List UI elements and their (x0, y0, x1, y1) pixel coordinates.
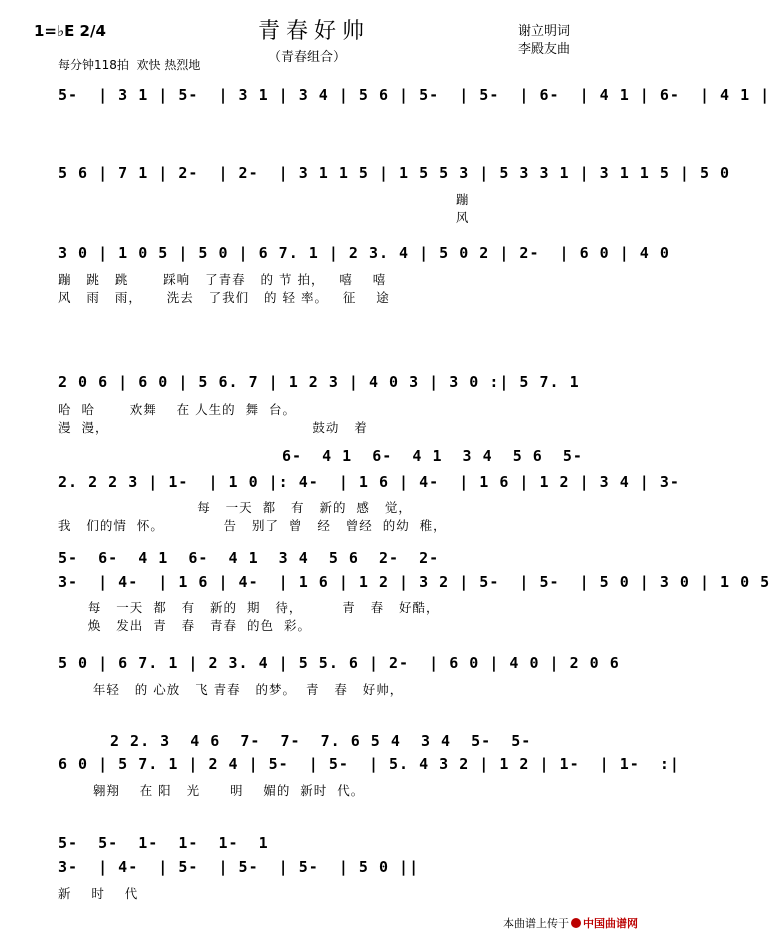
lyric-line-2b: 风 (58, 210, 470, 225)
score-line-2: 5 6 | 7 1 | 2- | 2- | 3 1 1 5 | 1 5 5 3 | 5 3 3 1 | 3 1 1 5 | 5 0 (58, 164, 731, 182)
footer-site-link[interactable]: 中国曲谱网 (583, 917, 638, 930)
footer-text: 本曲谱上传于 (503, 917, 569, 930)
composer-credit: 李殿友曲 (518, 42, 571, 57)
lyric-line-3a: 蹦 跳 跳 踩响 了青春 的 节 拍， 嘻 嘻 (58, 272, 387, 287)
lyric-line-8a: 翱翔 在 阳 光 明 媚的 新时 代。 (58, 783, 365, 798)
score-line-4: 2 0 6 | 6 0 | 5 6. 7 | 1 2 3 | 4 0 3 | 3 0 :| 5 7. 1 (58, 373, 580, 391)
lyric-line-6a: 每 一天 都 有 新的 期 待， 青 春 好酷， (58, 600, 440, 615)
score-line-9: 3- | 4- | 5- | 5- | 5- | 5 0 || (58, 858, 420, 876)
score-line-8: 6 0 | 5 7. 1 | 2 4 | 5- | 5- | 5. 4 3 2 | 1 2 | 1- | 1- :| (58, 755, 680, 773)
footer (496, 902, 638, 931)
key-signature: 1=♭E 2/4 (34, 22, 106, 40)
lyric-line-5a: 每 一天 都 有 新的 感 觉， (58, 500, 412, 515)
lyric-line-4b: 漫 漫， 鼓动 着 (58, 420, 368, 435)
score-line-5: 2. 2 2 3 | 1- | 1 0 |: 4- | 1 6 | 4- | 1 6 | 1 2 | 3 4 | 3- (58, 473, 680, 491)
lyric-line-5b: 我 们的情 怀。 告 别了 曾 经 曾经 的幼 稚， (58, 518, 447, 533)
score-line-6-upper: 5- 6- 4 1 6- 4 1 3 4 5 6 2- 2- (58, 549, 440, 567)
page-title: 青春好帅 (258, 19, 371, 44)
score-line-3: 3 0 | 1 0 5 | 5 0 | 6 7. 1 | 2 3. 4 | 5 0 2 | 2- | 6 0 | 4 0 (58, 244, 670, 262)
site-logo-icon (571, 918, 581, 928)
score-line-8-upper: 2 2. 3 4 6 7- 7- 7. 6 5 4 3 4 5- 5- (110, 732, 532, 750)
score-line-9-upper: 5- 5- 1- 1- 1- 1 (58, 834, 269, 852)
lyric-line-9a: 新 时 代 (58, 886, 139, 901)
score-line-5-upper: 6- 4 1 6- 4 1 3 4 5 6 5- (282, 447, 583, 465)
lyric-line-3b: 风 雨 雨， 洗去 了我们 的 轻 率。 征 途 (58, 290, 390, 305)
lyric-line-2a: 蹦 (58, 192, 470, 207)
lyric-line-6b: 焕 发出 青 春 青春 的色 彩。 (58, 618, 311, 633)
page-subtitle: （青春组合） (268, 50, 347, 65)
score-line-1: 5- | 3 1 | 5- | 3 1 | 3 4 | 5 6 | 5- | 5- | 6- | 4 1 | 6- | 4 1 | (58, 86, 770, 104)
tempo-marking: 每分钟118拍 欢快 热烈地 (58, 58, 201, 72)
lyric-line-7a: 年轻 的 心放 飞 青春 的梦。 青 春 好帅， (58, 682, 404, 697)
score-line-6: 3- | 4- | 1 6 | 4- | 1 6 | 1 2 | 3 2 | 5- | 5- | 5 0 | 3 0 | 1 0 5 (58, 573, 770, 591)
lyric-line-4a: 哈 哈 欢舞 在 人生的 舞 台。 (58, 402, 297, 417)
score-line-7: 5 0 | 6 7. 1 | 2 3. 4 | 5 5. 6 | 2- | 6 0 | 4 0 | 2 0 6 (58, 654, 620, 672)
lyricist-credit: 谢立明词 (518, 24, 571, 39)
